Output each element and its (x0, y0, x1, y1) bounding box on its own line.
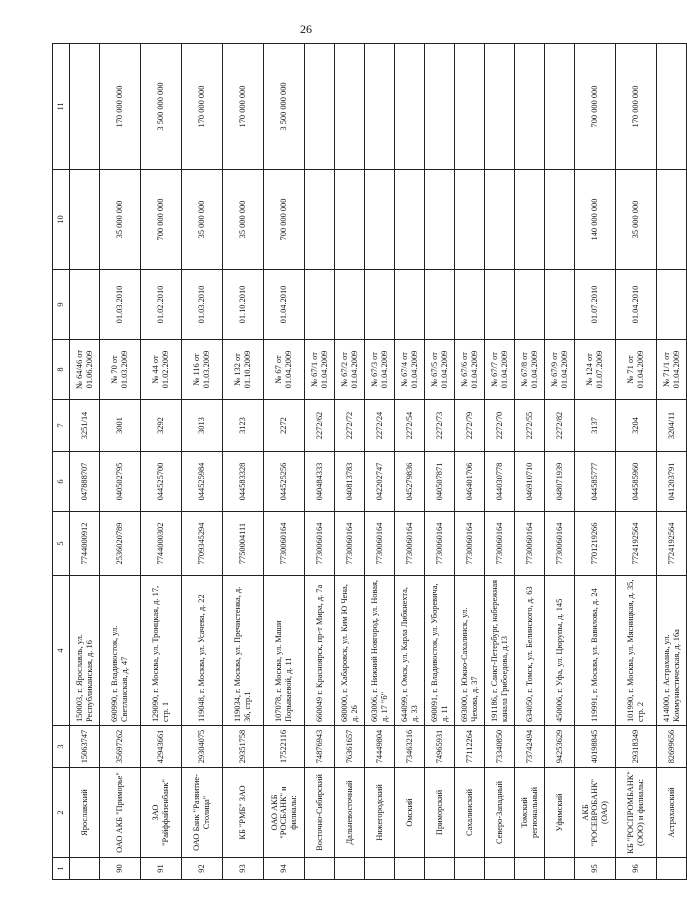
registration-number-cell: 2272/73 (425, 400, 455, 452)
agreement-cell: № 124 от 01.07.2009 (575, 340, 616, 400)
bik-cell: 046401706 (455, 452, 485, 512)
agreement-cell: № 67/6 от 01.04.2009 (455, 340, 485, 400)
page-number: 26 (300, 22, 312, 36)
date-cell (545, 270, 575, 340)
registration-number-cell: 3204 (616, 400, 657, 452)
limit-cell (335, 44, 365, 170)
row-number-cell (515, 858, 545, 880)
bank-name-cell: КБ "РМБ" ЗАО (223, 768, 264, 858)
date-cell (455, 270, 485, 340)
bik-cell: 046910710 (515, 452, 545, 512)
amount-cell: 35 000 000 (223, 170, 264, 270)
bank-registry-table (52, 43, 687, 880)
amount-cell (305, 170, 335, 270)
table-row (515, 44, 545, 880)
row-number-cell: 91 (141, 858, 182, 880)
table-row (575, 44, 616, 880)
amount-cell (365, 170, 395, 270)
address-cell: 450006, г. Уфа, ул. Цюрупы, д. 145 (545, 576, 575, 726)
okpo-code-cell: 73340850 (485, 726, 515, 768)
table-row (425, 44, 455, 880)
table-row (100, 44, 141, 880)
bik-cell: 045279836 (395, 452, 425, 512)
row-number-cell (485, 858, 515, 880)
amount-cell (485, 170, 515, 270)
okpo-code-cell: 29318349 (616, 726, 657, 768)
date-cell (305, 270, 335, 340)
inn-cell: 7730060164 (305, 512, 335, 576)
bank-name-cell: Омский (395, 768, 425, 858)
agreement-cell: № 116 от 01.03.2009 (182, 340, 223, 400)
row-number-cell (545, 858, 575, 880)
column-header: 1 (53, 858, 70, 880)
row-number-cell: 96 (616, 858, 657, 880)
bik-cell: 044585777 (575, 452, 616, 512)
inn-cell: 7730060164 (485, 512, 515, 576)
table-row (365, 44, 395, 880)
limit-cell (305, 44, 335, 170)
limit-cell: 170 000 000 (100, 44, 141, 170)
okpo-code-cell: 17522116 (264, 726, 305, 768)
agreement-cell: № 64/46 от 01.06.2009 (70, 340, 100, 400)
row-number-cell (365, 858, 395, 880)
row-number-cell (455, 858, 485, 880)
bik-cell: 040484333 (305, 452, 335, 512)
bik-cell: 040507871 (425, 452, 455, 512)
date-cell (515, 270, 545, 340)
table-row (223, 44, 264, 880)
registration-number-cell: 3204/11 (657, 400, 687, 452)
date-cell (657, 270, 687, 340)
registration-number-cell: 2272 (264, 400, 305, 452)
date-cell (335, 270, 365, 340)
table-row (264, 44, 305, 880)
bank-name-cell: ОАО АКБ "Приморье" (100, 768, 141, 858)
row-number-cell: 95 (575, 858, 616, 880)
limit-cell: 170 000 000 (616, 44, 657, 170)
bank-name-cell: ОАО АКБ "РОСБАНК" и филиалы: (264, 768, 305, 858)
bik-cell: 042202747 (365, 452, 395, 512)
registration-number-cell: 3123 (223, 400, 264, 452)
address-cell: 680000, г. Хабаровск, ул. Ким Ю Чена, д. 26 (335, 576, 365, 726)
registration-number-cell: 2272/54 (395, 400, 425, 452)
registration-number-cell: 2272/82 (545, 400, 575, 452)
agreement-cell: № 44 от 01.02.2009 (141, 340, 182, 400)
row-number-cell: 93 (223, 858, 264, 880)
okpo-code-cell: 35697262 (100, 726, 141, 768)
bank-name-cell: Приморский (425, 768, 455, 858)
address-cell: 603006, г. Нижний Новгород, ул. Новая, д. 17 "б" (365, 576, 395, 726)
limit-cell (485, 44, 515, 170)
bik-cell: 044583328 (223, 452, 264, 512)
agreement-cell: № 67/8 от 01.04.2009 (515, 340, 545, 400)
registration-number-cell: 2272/24 (365, 400, 395, 452)
limit-cell (365, 44, 395, 170)
amount-cell (70, 170, 100, 270)
amount-cell (395, 170, 425, 270)
bank-name-cell: Дальневосточный (335, 768, 365, 858)
column-header: 2 (53, 768, 70, 858)
table-row (455, 44, 485, 880)
limit-cell (545, 44, 575, 170)
date-cell: 01.04.2010 (264, 270, 305, 340)
registration-number-cell: 2272/79 (455, 400, 485, 452)
okpo-code-cell: 15063747 (70, 726, 100, 768)
bik-cell: 047888707 (70, 452, 100, 512)
address-cell: 101990, г. Москва, ул. Мясницкая, д. 35, стр. 2 (616, 576, 657, 726)
registration-number-cell: 2272/55 (515, 400, 545, 452)
inn-cell: 2536020789 (100, 512, 141, 576)
inn-cell: 7744000302 (141, 512, 182, 576)
registration-number-cell: 2272/72 (335, 400, 365, 452)
row-number-cell: 94 (264, 858, 305, 880)
address-cell: 693000, г. Южно-Сахалинск, ул. Чехова, д. 37 (455, 576, 485, 726)
table-row (182, 44, 223, 880)
agreement-cell: № 67/7 от 01.04.2009 (485, 340, 515, 400)
okpo-code-cell: 77112264 (455, 726, 485, 768)
date-cell (485, 270, 515, 340)
inn-cell: 7730060164 (425, 512, 455, 576)
bank-name-cell: Астраханский (657, 768, 687, 858)
row-number-cell (70, 858, 100, 880)
inn-cell: 7701219266 (575, 512, 616, 576)
table-row (395, 44, 425, 880)
inn-cell: 7730060164 (395, 512, 425, 576)
address-cell: 150003, г. Ярославль, ул. Республиканская, д. 16 (70, 576, 100, 726)
okpo-code-cell: 42943661 (141, 726, 182, 768)
row-number-cell (395, 858, 425, 880)
okpo-code-cell: 82699656 (657, 726, 687, 768)
table-row (70, 44, 100, 880)
inn-cell: 7724192564 (657, 512, 687, 576)
column-header: 6 (53, 452, 70, 512)
registration-number-cell: 3137 (575, 400, 616, 452)
inn-cell: 7730060164 (335, 512, 365, 576)
amount-cell (657, 170, 687, 270)
column-header: 7 (53, 400, 70, 452)
bik-cell: 040813783 (335, 452, 365, 512)
bank-name-cell: Уфимский (545, 768, 575, 858)
inn-cell: 7730060164 (264, 512, 305, 576)
bik-cell: 048071939 (545, 452, 575, 512)
amount-cell: 700 000 000 (141, 170, 182, 270)
column-header: 3 (53, 726, 70, 768)
row-number-cell (335, 858, 365, 880)
registration-number-cell: 3013 (182, 400, 223, 452)
address-cell: 414000, г. Астрахань, ул. Коммунистическая, д. 16а (657, 576, 687, 726)
inn-cell: 7709345294 (182, 512, 223, 576)
column-header: 5 (53, 512, 70, 576)
limit-cell (455, 44, 485, 170)
table-row (657, 44, 687, 880)
inn-cell: 7750004111 (223, 512, 264, 576)
agreement-cell: № 67/5 от 01.04.2009 (425, 340, 455, 400)
agreement-cell: № 70 от 01.03.2009 (100, 340, 141, 400)
bik-cell: 041203791 (657, 452, 687, 512)
address-cell: 690091, г. Владивосток, ул. Уборевича, д. 11 (425, 576, 455, 726)
amount-cell: 700 000 000 (264, 170, 305, 270)
bik-cell: 044030778 (485, 452, 515, 512)
limit-cell (395, 44, 425, 170)
address-cell: 660049 г. Красноярск, пр-т Мира, д. 7а (305, 576, 335, 726)
column-header: 11 (53, 44, 70, 170)
table-row (545, 44, 575, 880)
bank-name-cell: Нижегородский (365, 768, 395, 858)
limit-cell (425, 44, 455, 170)
amount-cell: 35 000 000 (616, 170, 657, 270)
amount-cell (335, 170, 365, 270)
date-cell: 01.10.2010 (223, 270, 264, 340)
address-cell: 690990, г. Владивосток, ул. Светланская, д. 47 (100, 576, 141, 726)
bank-name-cell: Сахалинский (455, 768, 485, 858)
registration-number-cell: 2272/62 (305, 400, 335, 452)
limit-cell: 3 500 000 000 (264, 44, 305, 170)
limit-cell: 3 500 000 000 (141, 44, 182, 170)
bank-name-cell: КБ "РОСПРОМБАНК" (ООО) и филиалы: (616, 768, 657, 858)
bik-cell: 044585960 (616, 452, 657, 512)
agreement-cell: № 67/4 от 01.04.2009 (395, 340, 425, 400)
table-row (616, 44, 657, 880)
okpo-code-cell: 76361657 (335, 726, 365, 768)
address-cell: 644099, г. Омск, ул. Карла Либкнехта, д. 33 (395, 576, 425, 726)
column-number-row (53, 44, 70, 880)
limit-cell (657, 44, 687, 170)
okpo-code-cell: 40198845 (575, 726, 616, 768)
registration-number-cell: 2272/70 (485, 400, 515, 452)
table-body (70, 44, 687, 880)
date-cell: 01.02.2010 (141, 270, 182, 340)
table-row (141, 44, 182, 880)
address-cell: 634050, г. Томск, ул. Белинского, д. 63 (515, 576, 545, 726)
limit-cell (515, 44, 545, 170)
amount-cell (455, 170, 485, 270)
okpo-code-cell: 73742494 (515, 726, 545, 768)
bank-name-cell: АКБ "РОСЕВРОБАНК" (ОАО) (575, 768, 616, 858)
date-cell: 01.03.2010 (182, 270, 223, 340)
bik-cell: 044525700 (141, 452, 182, 512)
amount-cell (425, 170, 455, 270)
agreement-cell: № 67/1 от 01.04.2009 (305, 340, 335, 400)
address-cell: 191186, г. Санкт-Петербург, набережная канала Грибоедова, д.13 (485, 576, 515, 726)
address-cell: 129090, г. Москва, ул. Троицкая, д. 17, стр. 1 (141, 576, 182, 726)
inn-cell: 7744000912 (70, 512, 100, 576)
limit-cell: 170 000 000 (223, 44, 264, 170)
bik-cell: 044525984 (182, 452, 223, 512)
okpo-code-cell: 29351758 (223, 726, 264, 768)
amount-cell: 35 000 000 (100, 170, 141, 270)
agreement-cell: № 67 от 01.04.2009 (264, 340, 305, 400)
bank-name-cell: Ярославский (70, 768, 100, 858)
inn-cell: 7730060164 (455, 512, 485, 576)
agreement-cell: № 67/3 от 01.04.2009 (365, 340, 395, 400)
column-header: 10 (53, 170, 70, 270)
amount-cell: 35 000 000 (182, 170, 223, 270)
date-cell: 01.03.2010 (100, 270, 141, 340)
inn-cell: 7730060164 (515, 512, 545, 576)
limit-cell (70, 44, 100, 170)
bank-name-cell: ОАО Банк "Развитие-Столица" (182, 768, 223, 858)
row-number-cell (305, 858, 335, 880)
rotated-table-wrapper (52, 44, 681, 880)
amount-cell (515, 170, 545, 270)
okpo-code-cell: 74449804 (365, 726, 395, 768)
table-row (485, 44, 515, 880)
date-cell (425, 270, 455, 340)
inn-cell: 7724192564 (616, 512, 657, 576)
bank-name-cell: Восточно-Сибирский (305, 768, 335, 858)
okpo-code-cell: 74965931 (425, 726, 455, 768)
column-header: 9 (53, 270, 70, 340)
registration-number-cell: 3001 (100, 400, 141, 452)
limit-cell: 170 000 000 (182, 44, 223, 170)
bank-name-cell: ЗАО "Райффайзенбанк" (141, 768, 182, 858)
column-header: 4 (53, 576, 70, 726)
address-cell: 107078, г. Москва, ул. Маши Порываевой, д. 11 (264, 576, 305, 726)
bik-cell: 040502795 (100, 452, 141, 512)
registration-number-cell: 3251/14 (70, 400, 100, 452)
amount-cell: 140 000 000 (575, 170, 616, 270)
okpo-code-cell: 94253629 (545, 726, 575, 768)
row-number-cell: 90 (100, 858, 141, 880)
limit-cell: 700 000 000 (575, 44, 616, 170)
date-cell (70, 270, 100, 340)
row-number-cell (425, 858, 455, 880)
table-row (335, 44, 365, 880)
address-cell: 119991, г. Москва, ул. Вавилова, д. 24 (575, 576, 616, 726)
date-cell: 01.04.2010 (616, 270, 657, 340)
bank-name-cell: Томский региональный (515, 768, 545, 858)
agreement-cell: № 132 от 01.10.2009 (223, 340, 264, 400)
address-cell: 119034, г. Москва, ул. Пречистенка, д. 36, стр.1 (223, 576, 264, 726)
address-cell: 119048, г. Москва, ул. Усачева, д. 22 (182, 576, 223, 726)
row-number-cell: 92 (182, 858, 223, 880)
date-cell (365, 270, 395, 340)
agreement-cell: № 71 от 01.04.2009 (616, 340, 657, 400)
column-header: 8 (53, 340, 70, 400)
inn-cell: 7730060164 (365, 512, 395, 576)
row-number-cell (657, 858, 687, 880)
agreement-cell: № 71/1 от 01.04.2009 (657, 340, 687, 400)
okpo-code-cell: 73463216 (395, 726, 425, 768)
okpo-code-cell: 74876943 (305, 726, 335, 768)
date-cell (395, 270, 425, 340)
okpo-code-cell: 29304075 (182, 726, 223, 768)
agreement-cell: № 67/2 от 01.04.2009 (335, 340, 365, 400)
registration-number-cell: 3292 (141, 400, 182, 452)
agreement-cell: № 67/9 от 01.04.2009 (545, 340, 575, 400)
bank-name-cell: Северо-Западный (485, 768, 515, 858)
inn-cell: 7730060164 (545, 512, 575, 576)
amount-cell (545, 170, 575, 270)
date-cell: 01.07.2010 (575, 270, 616, 340)
bik-cell: 044525256 (264, 452, 305, 512)
table-row (305, 44, 335, 880)
